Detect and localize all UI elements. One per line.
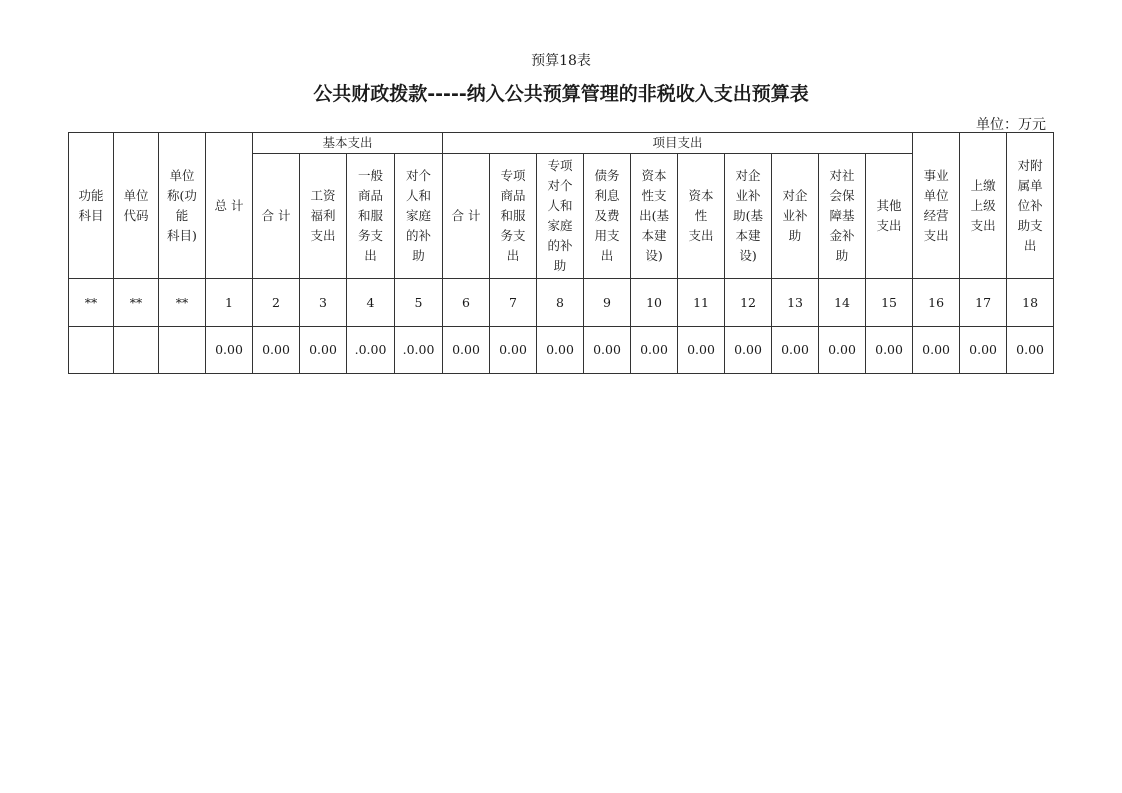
table-cell: 14 xyxy=(819,279,866,327)
header-basic-expenditure: 基本支出 xyxy=(253,133,443,154)
table-cell: 0.00 xyxy=(584,327,631,374)
table-cell: 0.00 xyxy=(960,327,1007,374)
table-cell: 16 xyxy=(913,279,960,327)
header-basic-household-subsidy: 对个 人和 家庭 的补 助 xyxy=(395,154,443,279)
header-project-other: 其他 支出 xyxy=(866,154,913,279)
header-group-row xyxy=(69,133,1054,154)
table-cell: 15 xyxy=(866,279,913,327)
table-cell: 0.00 xyxy=(819,327,866,374)
page-title: 公共财政拨款-----纳入公共预算管理的非税收入支出预算表 xyxy=(313,83,809,105)
table-cell: 3 xyxy=(300,279,347,327)
table-cell: 12 xyxy=(725,279,772,327)
unit-label: 单位：万元 xyxy=(976,117,1046,133)
table-cell: 11 xyxy=(678,279,725,327)
header-project-total: 合 计 xyxy=(443,154,490,279)
table-cell: 0.00 xyxy=(678,327,725,374)
table-cell: 10 xyxy=(631,279,678,327)
table-cell: 0.00 xyxy=(631,327,678,374)
value-row xyxy=(69,327,1054,374)
table-cell: 17 xyxy=(960,279,1007,327)
table-cell: 5 xyxy=(395,279,443,327)
table-cell: 0.00 xyxy=(300,327,347,374)
header-project-expenditure: 项目支出 xyxy=(443,133,913,154)
header-upper-payment: 上缴 上级 支出 xyxy=(960,133,1007,279)
index-row xyxy=(69,279,1054,327)
table-cell: .0.00 xyxy=(395,327,443,374)
budget-table xyxy=(68,132,1054,374)
header-basic-wages: 工资 福利 支出 xyxy=(300,154,347,279)
header-project-capital-construction: 资本 性支 出(基 本建 设) xyxy=(631,154,678,279)
table-cell: 0.00 xyxy=(725,327,772,374)
table-cell: 0.00 xyxy=(490,327,537,374)
header-unit-name: 单位 称(功 能 科目) xyxy=(159,133,206,279)
header-unit-code: 单位 代码 xyxy=(114,133,159,279)
table-cell: 13 xyxy=(772,279,819,327)
table-cell: 0.00 xyxy=(253,327,300,374)
header-func-subject: 功能 科目 xyxy=(69,133,114,279)
table-cell: 8 xyxy=(537,279,584,327)
table-cell xyxy=(159,327,206,374)
header-basic-total: 合 计 xyxy=(253,154,300,279)
table-cell: ** xyxy=(159,279,206,327)
header-subsidiary-subsidy: 对附 属单 位补 助支 出 xyxy=(1007,133,1054,279)
table-cell: ** xyxy=(114,279,159,327)
table-cell: 0.00 xyxy=(537,327,584,374)
table-cell: 1 xyxy=(206,279,253,327)
header-total: 总 计 xyxy=(206,133,253,279)
table-cell: ** xyxy=(69,279,114,327)
table-cell: 6 xyxy=(443,279,490,327)
header-project-capital: 资本 性 支出 xyxy=(678,154,725,279)
header-project-goods-services: 专项 商品 和服 务支 出 xyxy=(490,154,537,279)
header-project-household-subsidy: 专项 对个 人和 家庭 的补 助 xyxy=(537,154,584,279)
header-project-enterprise-subsidy: 对企 业补 助 xyxy=(772,154,819,279)
table-cell: 7 xyxy=(490,279,537,327)
table-cell xyxy=(114,327,159,374)
document-label: 预算18表 xyxy=(531,53,591,69)
table-cell: 0.00 xyxy=(1007,327,1054,374)
header-project-enterprise-construction: 对企 业补 助(基 本建 设) xyxy=(725,154,772,279)
table-cell: 18 xyxy=(1007,279,1054,327)
header-basic-goods-services: 一般 商品 和服 务支 出 xyxy=(347,154,395,279)
header-project-debt-interest: 债务 利息 及费 用支 出 xyxy=(584,154,631,279)
table-cell: 0.00 xyxy=(866,327,913,374)
header-business-expenditure: 事业 单位 经营 支出 xyxy=(913,133,960,279)
table-cell: 0.00 xyxy=(913,327,960,374)
table-cell: .0.00 xyxy=(347,327,395,374)
table-cell: 0.00 xyxy=(206,327,253,374)
table-cell: 2 xyxy=(253,279,300,327)
header-project-social-security: 对社 会保 障基 金补 助 xyxy=(819,154,866,279)
table-cell: 4 xyxy=(347,279,395,327)
table-cell: 9 xyxy=(584,279,631,327)
table-cell: 0.00 xyxy=(443,327,490,374)
table-cell xyxy=(69,327,114,374)
table-cell: 0.00 xyxy=(772,327,819,374)
